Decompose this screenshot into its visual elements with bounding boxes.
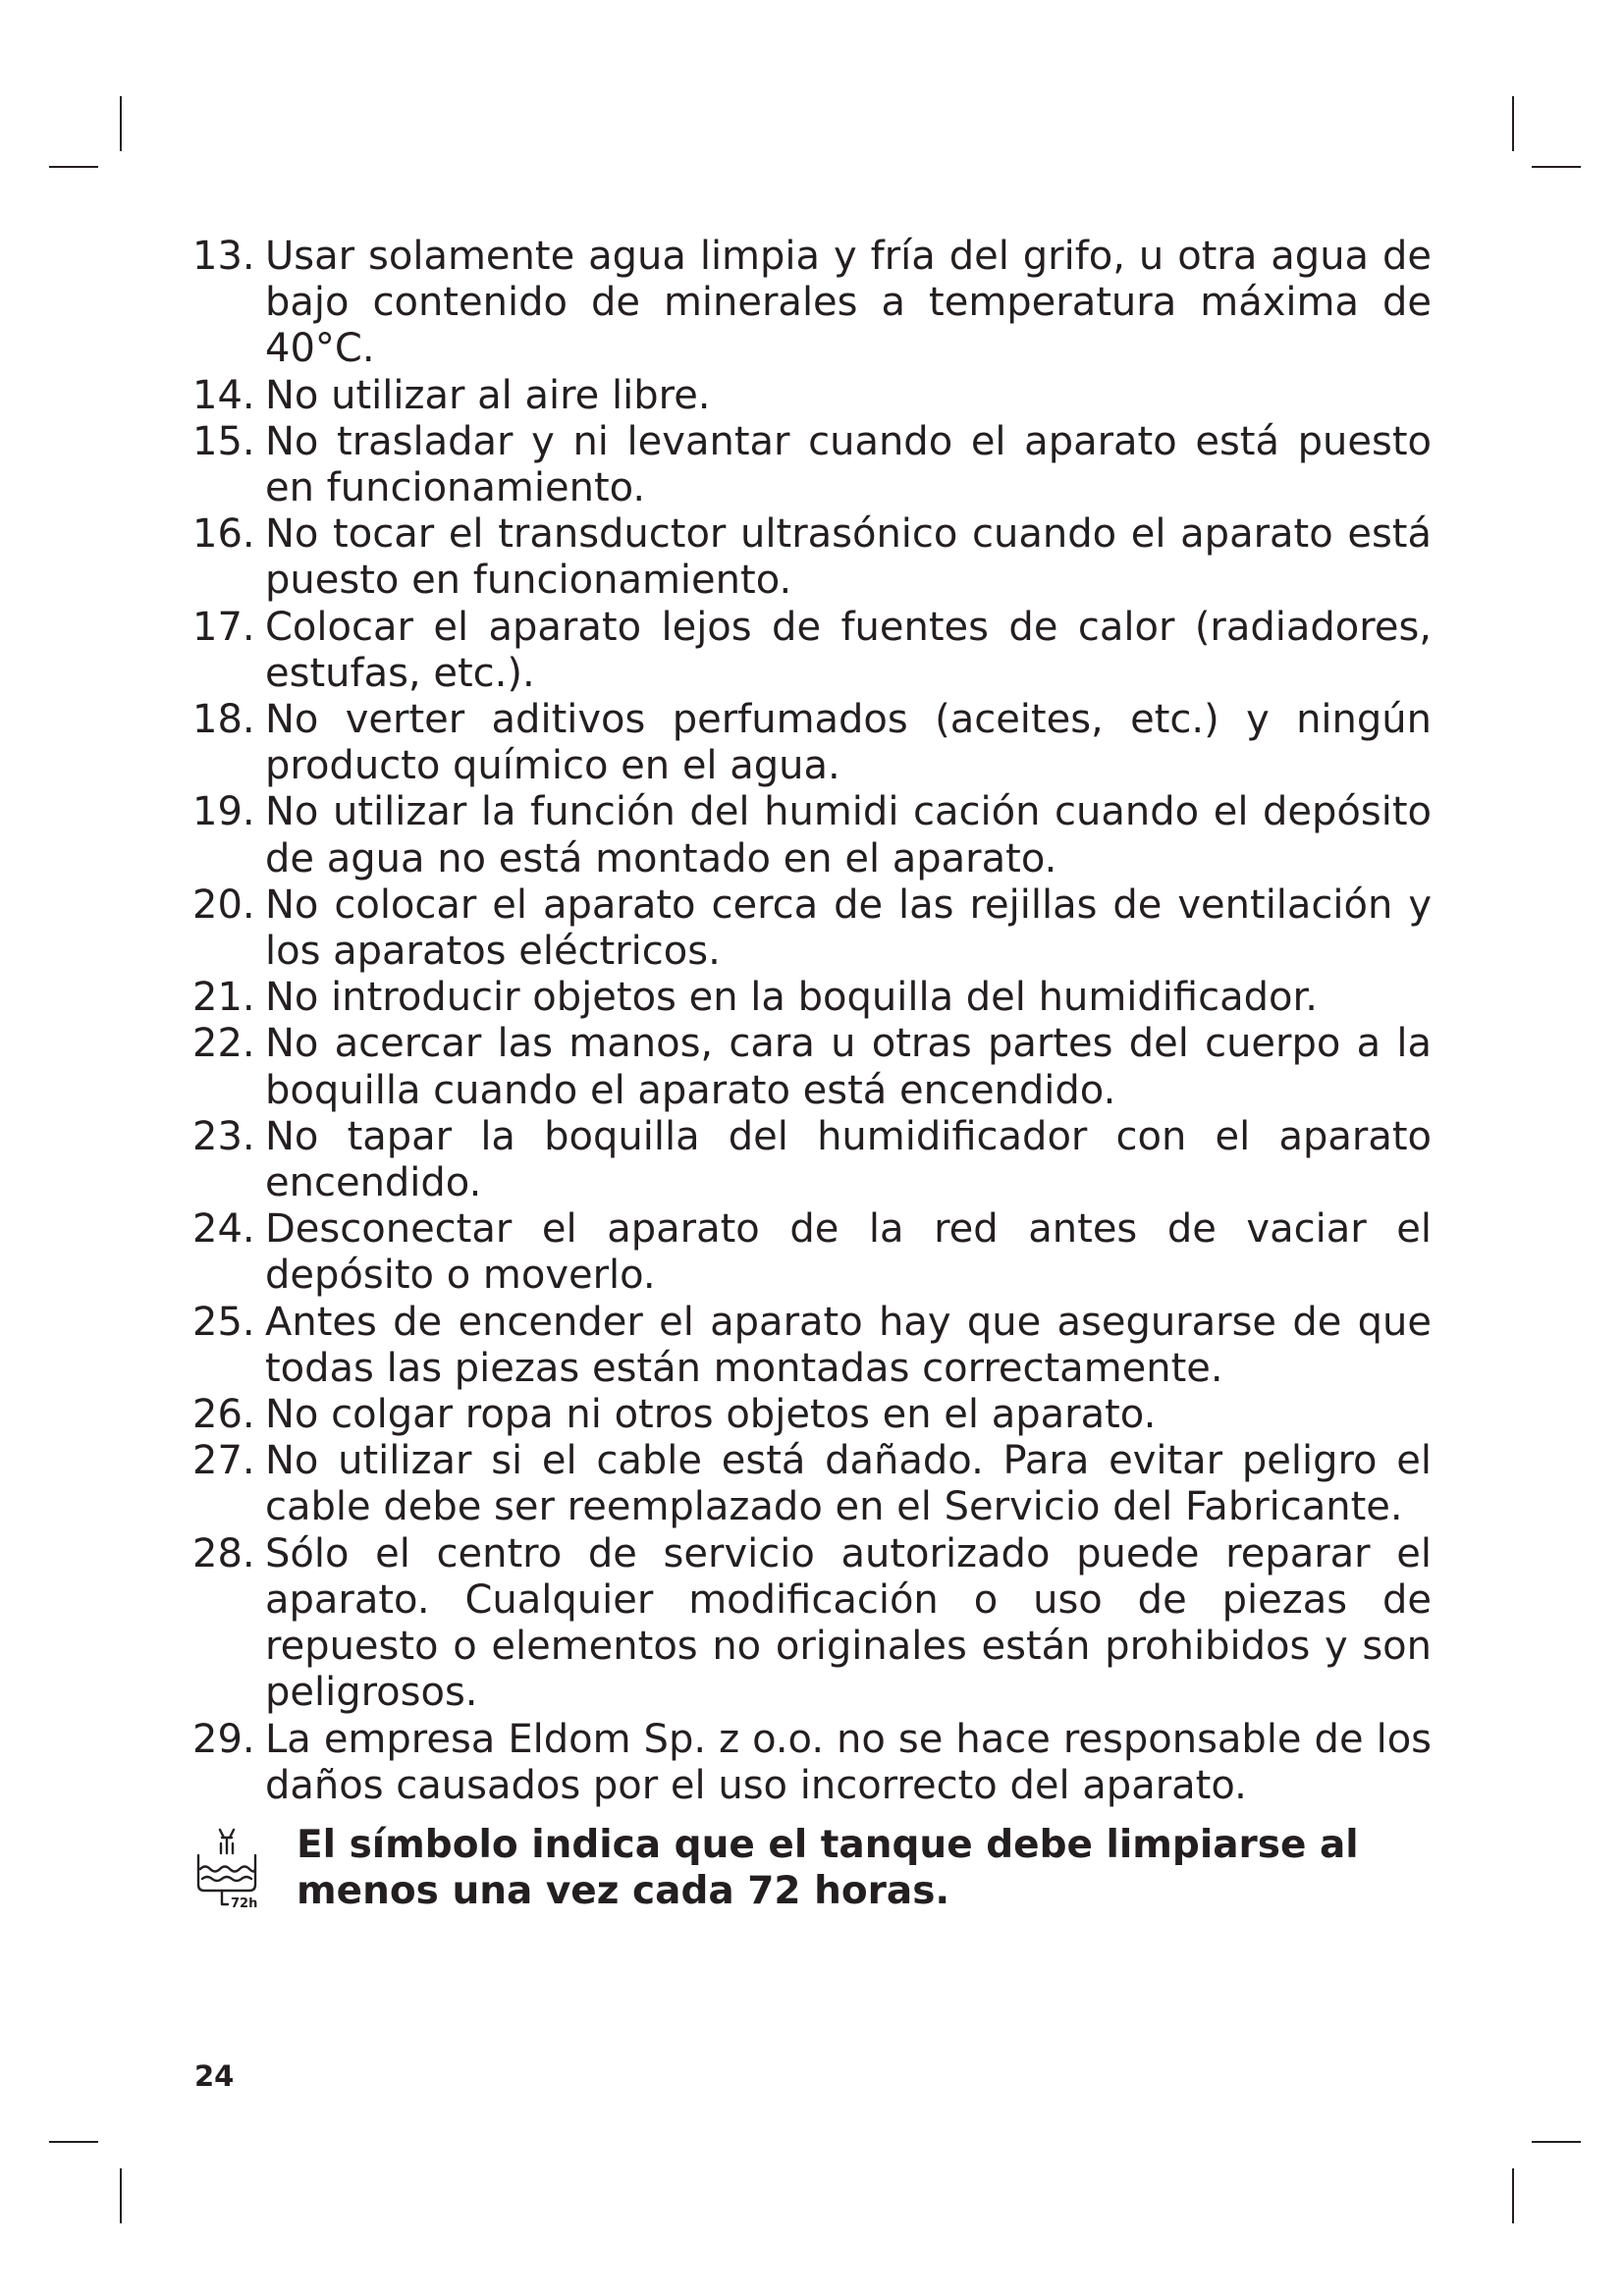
item-text: No acercar las manos, cara u otras partes del cuerpo a la boquilla cuando el aparato está encendido. xyxy=(265,1021,1432,1113)
item-text: Desconectar el aparato de la red antes de vaciar el depósito o moverlo. xyxy=(265,1206,1432,1299)
item-text: Antes de encender el aparato hay que asegurarse de que todas las piezas están montadas correctamente. xyxy=(265,1299,1432,1391)
list-item xyxy=(192,1206,1432,1299)
item-text: No verter aditivos perfumados (aceites, etc.) y ningún producto químico en el agua. xyxy=(265,697,1432,789)
item-number: 27. xyxy=(192,1438,255,1484)
item-text: No introducir objetos en la boquilla del humidificador. xyxy=(265,975,1318,1021)
list-item xyxy=(192,511,1432,604)
item-number: 21. xyxy=(192,975,255,1021)
item-number: 24. xyxy=(192,1206,255,1253)
list-item xyxy=(192,1114,1432,1206)
item-text: Sólo el centro de servicio autorizado puede reparar el aparato. Cualquier modificación o uso de piezas de repuesto o elementos no originales están prohibidos y son peligrosos. xyxy=(265,1530,1432,1716)
list-item xyxy=(192,697,1432,789)
item-number: 16. xyxy=(192,511,255,558)
item-text: La empresa Eldom Sp. z o.o. no se hace responsable de los daños causados por el uso incorrecto del aparato. xyxy=(265,1716,1432,1808)
list-item xyxy=(192,1021,1432,1113)
item-number: 23. xyxy=(192,1113,255,1159)
list-item xyxy=(192,373,1432,419)
list-item xyxy=(192,1300,1432,1392)
item-number: 19. xyxy=(192,789,255,835)
item-text: Usar solamente agua limpia y fría del grifo, u otra agua de bajo contenido de minerales a temperatura máxima de 40°C. xyxy=(265,234,1432,372)
list-item xyxy=(192,1531,1432,1717)
item-number: 29. xyxy=(192,1716,255,1762)
item-number: 17. xyxy=(192,604,255,650)
crop-mark-top-left-vertical xyxy=(120,96,122,151)
item-text: No colocar el aparato cerca de las rejillas de ventilación y los aparatos eléctricos. xyxy=(265,881,1432,975)
list-item xyxy=(192,605,1432,697)
item-number: 14. xyxy=(192,372,255,418)
item-text: Colocar el aparato lejos de fuentes de calor (radiadores, estufas, etc.). xyxy=(265,604,1432,696)
icon-label: 72h xyxy=(231,1896,258,1910)
item-number: 15. xyxy=(192,418,255,464)
page-number: 24 xyxy=(194,2059,235,2093)
item-text: No colgar ropa ni otros objetos en el aparato. xyxy=(265,1392,1157,1438)
item-number: 13. xyxy=(192,234,255,279)
crop-mark-bottom-right-horizontal xyxy=(1532,2141,1581,2143)
crop-mark-bottom-left-horizontal xyxy=(49,2141,98,2143)
note-text: El símbolo indica que el tanque debe limpiarse al menos una vez cada 72 horas. xyxy=(297,1823,1359,1913)
crop-mark-top-right-vertical xyxy=(1512,96,1514,151)
list-item xyxy=(192,234,1432,373)
item-text: No tocar el transductor ultrasónico cuando el aparato está puesto en funcionamiento. xyxy=(265,511,1432,604)
list-item xyxy=(192,419,1432,511)
crop-mark-top-right-horizontal xyxy=(1532,166,1581,168)
item-number: 20. xyxy=(192,881,255,928)
crop-mark-bottom-left-vertical xyxy=(120,2168,122,2223)
item-number: 26. xyxy=(192,1392,255,1438)
item-number: 18. xyxy=(192,697,255,743)
item-number: 28. xyxy=(192,1530,255,1576)
item-text: No utilizar la función del humidi cación cuando el depósito de agua no está montado en el aparato. xyxy=(265,789,1432,881)
list-item xyxy=(192,1438,1432,1530)
tank-cleaning-72h-icon xyxy=(192,1826,261,1910)
item-text: No tapar la boquilla del humidificador con el aparato encendido. xyxy=(265,1113,1432,1206)
item-text: No utilizar si el cable está dañado. Para evitar peligro el cable debe ser reemplazado en el Servicio del Fabricante. xyxy=(265,1438,1432,1530)
item-text: No utilizar al aire libre. xyxy=(265,372,711,418)
instruction-list xyxy=(192,234,1432,1809)
item-number: 22. xyxy=(192,1021,255,1067)
list-item xyxy=(192,975,1432,1021)
crop-mark-top-left-horizontal xyxy=(49,166,98,168)
list-item xyxy=(192,882,1432,975)
list-item xyxy=(192,789,1432,881)
list-item xyxy=(192,1392,1432,1438)
list-item xyxy=(192,1717,1432,1809)
crop-mark-bottom-right-vertical xyxy=(1512,2168,1514,2223)
item-text: No trasladar y ni levantar cuando el aparato está puesto en funcionamiento. xyxy=(265,418,1432,511)
item-number: 25. xyxy=(192,1299,255,1345)
